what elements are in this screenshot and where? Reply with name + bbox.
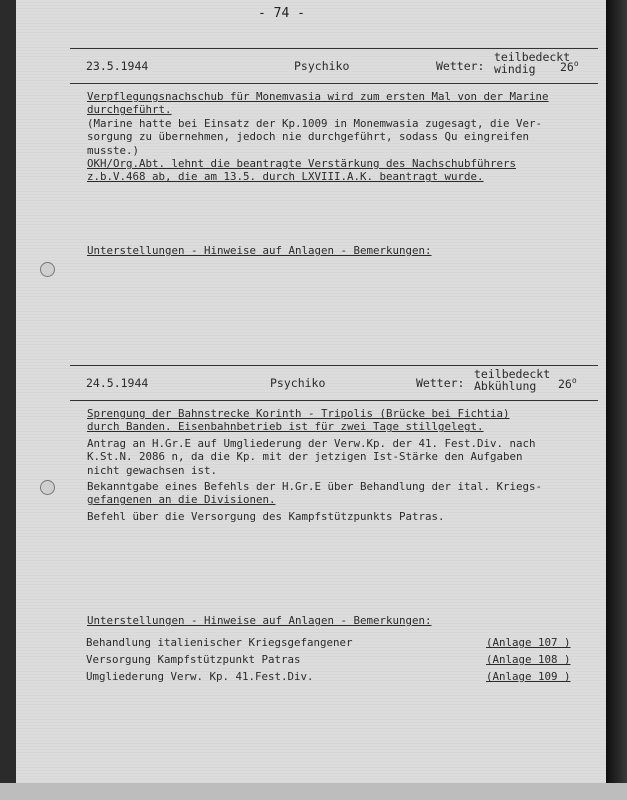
entry-line: durch Banden. Eisenbahnbetrieb ist für zwei Tage stillgelegt. bbox=[87, 420, 484, 434]
entry-place: Psychiko bbox=[294, 59, 350, 73]
section-heading: Unterstellungen - Hinweise auf Anlagen - Bemerkungen: bbox=[87, 614, 432, 627]
entry-line: Bekanntgabe eines Befehls der H.Gr.E über Behandlung der ital. Kriegs- bbox=[87, 480, 543, 494]
weather-description: teilbedeckt Abkühlung bbox=[474, 367, 551, 393]
weather-description: teilbedeckt windig bbox=[494, 50, 571, 76]
entry-date: 23.5.1944 bbox=[86, 59, 149, 73]
entry-place: Psychiko bbox=[270, 376, 326, 390]
entry-line: Sprengung der Bahnstrecke Korinth - Tripolis (Brücke bei Fichtia) bbox=[87, 407, 510, 420]
entry-line: (Marine hatte bei Einsatz der Kp.1009 in Monemwasia zugesagt, die Ver- bbox=[87, 116, 543, 130]
entry-line: gefangenen an die Divisionen. bbox=[87, 493, 276, 507]
scan-border-right bbox=[606, 0, 627, 800]
punch-hole bbox=[40, 262, 55, 277]
attachment-ref: (Anlage 109 ) bbox=[486, 670, 571, 683]
entry-header bbox=[70, 365, 598, 401]
weather-label: Wetter: bbox=[416, 376, 465, 390]
temperature: 26$^o$ bbox=[558, 376, 577, 391]
entry-line: z.b.V.468 ab, die am 13.5. durch LXVIII.A.K. beantragt wurde. bbox=[87, 170, 484, 184]
attachment-ref: (Anlage 108 ) bbox=[486, 653, 571, 666]
entry-date: 24.5.1944 bbox=[86, 376, 149, 390]
entry-line: nicht gewachsen ist. bbox=[87, 463, 218, 477]
page-number: - 74 - bbox=[258, 6, 305, 21]
attachment-ref: (Anlage 107 ) bbox=[486, 636, 571, 649]
weather-label: Wetter: bbox=[436, 59, 485, 73]
entry-line: Verpflegungsnachschub für Monemvasia wird zum ersten Mal von der Marine bbox=[87, 90, 549, 103]
entry-line: musste.) bbox=[87, 143, 140, 157]
attachment-label: Umgliederung Verw. Kp. 41.Fest.Div. bbox=[86, 670, 314, 683]
entry-line: Befehl über die Versorgung des Kampfstützpunkts Patras. bbox=[87, 509, 445, 523]
entry-line: K.St.N. 2086 n, da die Kp. mit der jetzigen Ist-Stärke den Aufgaben bbox=[87, 450, 523, 464]
attachment-label: Versorgung Kampfstützpunkt Patras bbox=[86, 653, 301, 666]
entry-body bbox=[87, 407, 542, 523]
entry-header bbox=[70, 48, 598, 84]
entry-body bbox=[87, 90, 549, 184]
entry-line: OKH/Org.Abt. lehnt die beantragte Verstärkung des Nachschubführers bbox=[87, 157, 517, 171]
punch-hole bbox=[40, 480, 55, 495]
attachment-label: Behandlung italienischer Kriegsgefangener bbox=[86, 636, 353, 649]
entry-line: sorgung zu übernehmen, jedoch nie durchgeführt, sodass Qu eingreifen bbox=[87, 130, 530, 144]
scan-border-bottom bbox=[0, 783, 627, 800]
temperature: 26$^o$ bbox=[560, 59, 579, 74]
entry-line: durchgeführt. bbox=[87, 103, 172, 117]
section-heading: Unterstellungen - Hinweise auf Anlagen - Bemerkungen: bbox=[87, 244, 432, 257]
entry-line: Antrag an H.Gr.E auf Umgliederung der Verw.Kp. der 41. Fest.Div. nach bbox=[87, 436, 536, 450]
